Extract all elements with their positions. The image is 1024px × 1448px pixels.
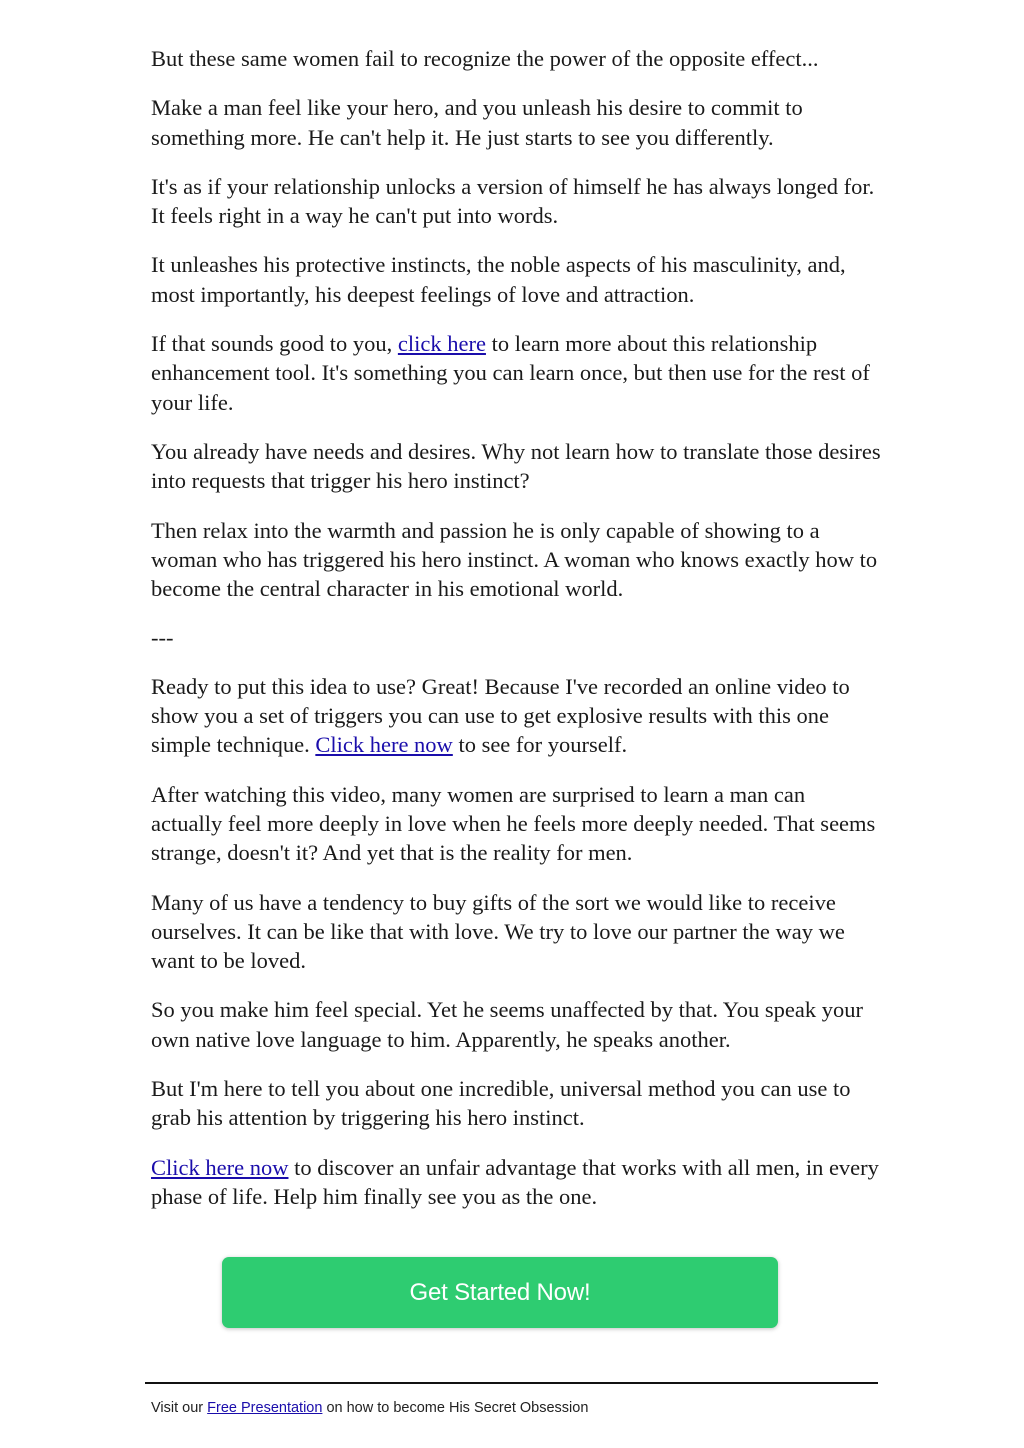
article-body bbox=[151, 44, 881, 1231]
section-separator: --- bbox=[151, 625, 174, 651]
footer bbox=[151, 1399, 588, 1417]
paragraph-text: to learn more about this relationship enhancement tool. It's something you can learn once, but then use for the rest of your life. bbox=[151, 331, 870, 415]
paragraph-gifts: Many of us have a tendency to buy gifts of the sort we would like to receive ourselves. It can be like that with love. We try to love our partner the way we want to be loved. bbox=[151, 889, 845, 974]
paragraph-text: Ready to put this idea to use? Great! Because I've recorded an online video to show you a set of triggers you can use to get explosive results with this one simple technique. bbox=[151, 673, 850, 758]
footer-text: on how to become His Secret Obsession bbox=[322, 1400, 589, 1416]
paragraph-text: to see for yourself. bbox=[452, 732, 628, 758]
click-here-now-link[interactable]: Click here now bbox=[315, 732, 453, 758]
click-here-link[interactable]: click here bbox=[397, 331, 486, 357]
paragraph-text: If that sounds good to you, bbox=[151, 331, 398, 357]
paragraph-hero: Make a man feel like your hero, and you unleash his desire to commit to something more. He can't help it. He just starts to see you differently. bbox=[151, 95, 803, 150]
paragraph-special: So you make him feel special. Yet he seems unaffected by that. You speak your own native love language to him. Apparently, he speaks another. bbox=[151, 997, 863, 1052]
paragraph-relationship: It's as if your relationship unlocks a version of himself he has always longed for. It feels right in a way he can't put into words. bbox=[151, 173, 875, 229]
paragraph-click-here bbox=[151, 329, 881, 417]
paragraph-watching: After watching this video, many women are surprised to learn a man can actually feel more deeply in love when he feels more deeply needed. That seems strange, doesn't it? And yet that is the reality for men. bbox=[151, 781, 876, 866]
paragraph-warmth: Then relax into the warmth and passion he is only capable of showing to a woman who has triggered his hero instinct. A woman who knows exactly how to become the central character in his emotional world. bbox=[151, 517, 878, 602]
click-here-now-link-2[interactable]: Click here now bbox=[151, 1154, 289, 1180]
paragraph-opposite-effect: But these same women fail to recognize the power of the opposite effect... bbox=[151, 46, 819, 71]
paragraph-advantage bbox=[151, 1153, 881, 1212]
get-started-button[interactable]: Get Started Now! bbox=[222, 1257, 778, 1328]
cta-container bbox=[222, 1257, 778, 1328]
paragraph-text: to discover an unfair advantage that works with all men, in every phase of life. Help him finally see you as the one. bbox=[151, 1154, 879, 1209]
footer-divider bbox=[145, 1382, 878, 1384]
footer-text: Visit our bbox=[151, 1400, 208, 1416]
free-presentation-link[interactable]: Free Presentation bbox=[207, 1400, 323, 1416]
paragraph-instincts: It unleashes his protective instincts, the noble aspects of his masculinity, and, most importantly, his deepest feelings of love and attraction. bbox=[151, 252, 846, 307]
paragraph-needs: You already have needs and desires. Why not learn how to translate those desires into requests that trigger his hero instinct? bbox=[151, 438, 881, 494]
paragraph-video bbox=[151, 672, 881, 760]
paragraph-method: But I'm here to tell you about one incredible, universal method you can use to grab his attention by triggering his hero instinct. bbox=[151, 1076, 851, 1131]
